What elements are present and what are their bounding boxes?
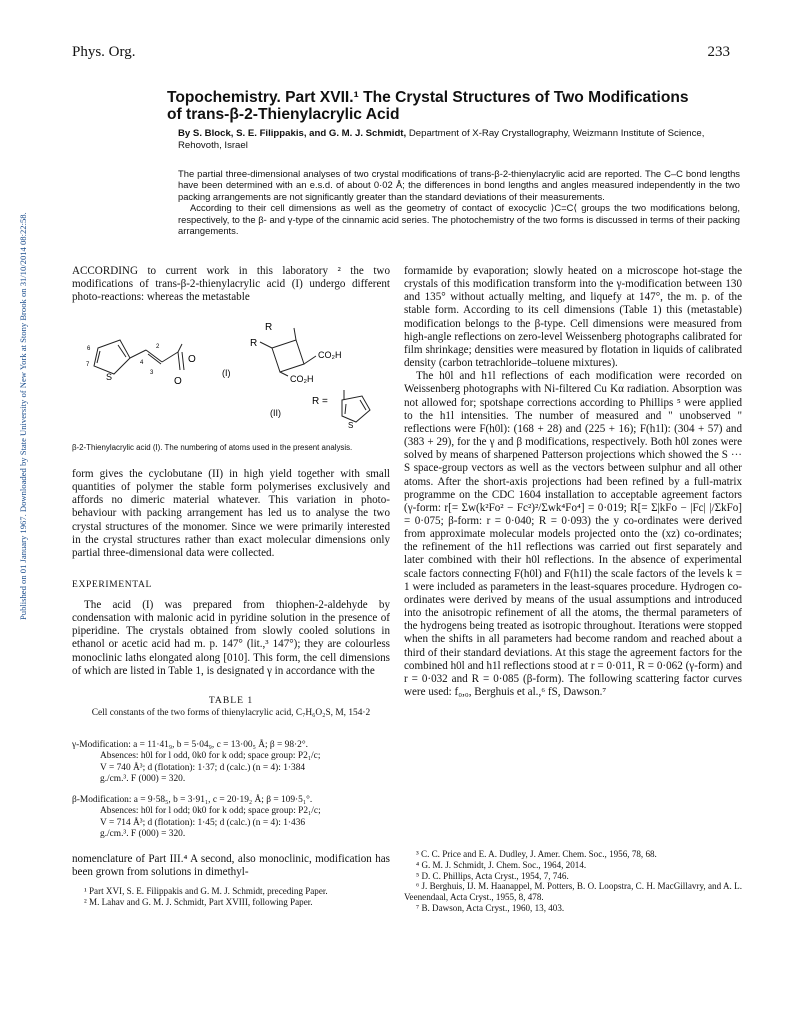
footnote-5: ⁵ D. C. Phillips, Acta Cryst., 1954, 7, 746. [416, 870, 569, 881]
svg-text:2: 2 [156, 344, 160, 350]
footnotes-left [72, 886, 390, 908]
beta-row-4: g./cm.³. F (000) = 320. [100, 829, 186, 840]
title-line-1: Topochemistry. Part XVII.¹ The Crystal Structures of Two Modifications [167, 89, 689, 106]
gamma-row-3: V = 740 Å³; d (flotation): 1·37; d (calc.) (n = 4): 1·384 [100, 762, 306, 773]
r-label-top: R [265, 322, 273, 333]
footnotes-right [404, 849, 742, 914]
table-1-title: TABLE 1 [208, 695, 254, 706]
svg-text:3: 3 [150, 370, 154, 376]
compound-label-II: (II) [270, 408, 281, 418]
journal-name: Phys. Org. [72, 44, 136, 60]
footnote-3: ³ C. C. Price and E. A. Dudley, J. Amer. Chem. Soc., 1956, 78, 68. [416, 849, 657, 859]
thienylacrylic-acid-structure [94, 340, 184, 374]
affiliation: Department of X-Ray Crystallography, Weizmann Institute of Science, Rehovoth, Israel [178, 128, 705, 151]
gamma-row-2: Absences: h0l for l odd, 0k0 for k odd; space group: P2₁/c; [100, 751, 321, 762]
table-beta-modification [72, 795, 390, 841]
right-paragraph-2: The h0l and h1l reflections of each modification were recorded on Weissenberg photographs with Ni-filtered Cu Kα radiation. Absorption was not allowed for; spotshape corrections according to Phillips ⁵ were applied to the h1l intensities. The number of measured and " unobserved " reflections were F(h0l): (168 + 28) and (225 + 16); F(h1l): (304 + 57) and (383 + 29), for the γ and β modifications, respectively. Both h0l zones were solved by means of sharpened Patterson projections which showed the S ··· S space-group vectors as well as the vectors between sulphur and all other atoms. After the short-axis projections had been refined by a full-matrix programme on the CDC 1604 installation to acceptable agreement factors (γ-form: r[= Σw(k²Fo² − Fc²)²/Σwk⁴Fo⁴] = 0·019; R[= Σ|kFo − |Fc| |/ΣkFo] = 0·075; β-form: r = 0·040; R = 0·093) the y co-ordinates were derived from approximate molecular models projected onto the (xz) co-ordinates; the refinement of the h1l reflections was carried out first separately and later combined with their h0l reflections. In the absence of experimental scale factors connecting F(h0l) and F(h1l) the scale factors of the levels k = 1 were included as parameters in the least-squares procedure. Hydrogen co-ordinates were derived by means of the usual assumptions and introduced into the anisotropic refinement of all the atoms, the thermal parameters of the hydrogens being treated as isotropic throughout. Iterations were stopped when the shifts in all parameters had become random and reached about a third of their standard deviations. At this stage the agreement factors for the combined h0l and h1l reflections stood at r = 0·011, R = 0·062 (γ-form) and r = 0·032 and R = 0·085 (β-form). The following scattering factor curves were used: f₀,₀, Berghuis et al.,⁶ fS, Dawson.⁷ [404, 370, 742, 698]
beta-row-2: Absences: h0l for l odd; 0k0 for k odd; space group: P2₁/c; [100, 806, 321, 817]
author-names: By S. Block, S. E. Filippakis, and G. M. J. Schmidt, [178, 128, 407, 139]
co2h-label-2: CO₂H [290, 374, 314, 384]
abstract [178, 168, 740, 236]
intro-text: ACCORDING to current work in this laboratory ² the two modifications of trans-β-2-thienylacrylic acid (I) undergo different photo-reactions: whereas the metastable [72, 265, 390, 304]
intro-paragraph [72, 265, 390, 304]
experimental-heading: EXPERIMENTAL [72, 579, 152, 590]
r-equals-label: R = [312, 396, 328, 407]
r-label-left: R [250, 338, 258, 349]
beta-row-1: β-Modification: a = 9·58₅, b = 3·91₁, c = 20·19₂ Å; β = 109·5₁°. [72, 795, 313, 805]
footnote-4: ⁴ G. M. J. Schmidt, J. Chem. Soc., 1964, 2014. [416, 859, 587, 870]
oxygen-label: O [188, 354, 196, 365]
table-gamma-modification [72, 740, 390, 786]
co2h-label-1: CO₂H [318, 350, 342, 360]
abstract-paragraph-2: According to their cell dimensions as well as the geometry of contact of exocyclic ⟩C=C⟨ groups the two modifications belong, respectively, to the β- and γ-type of the cinnamic acid series. The photochemistry of the two forms is discussed in terms of their packing arrangements. [178, 202, 740, 237]
chemical-structure-figure [84, 318, 384, 428]
body-paragraph-3 [72, 853, 390, 879]
figure-caption: β-2-Thienylacrylic acid (I). The numbering of atoms used in the present analysis. [72, 443, 353, 452]
table-1-caption: Cell constants of the two forms of thienylacrylic acid, C₇H₆O₂S, M, 154·2 [91, 708, 371, 718]
publication-side-note[interactable]: Published on 01 January 1967. Downloaded by State University of New York at Stony Brook on 31/10/2014 08:22:58. [18, 212, 28, 620]
sulphur-label: S [106, 372, 113, 382]
footnote-7: ⁷ B. Dawson, Acta Cryst., 1960, 13, 403. [416, 902, 565, 913]
beta-row-3: V = 714 Å³; d (flotation): 1·45; d (calc.) (n = 4): 1·436 [100, 817, 306, 828]
gamma-row-4: g./cm.³. F (000) = 320. [100, 774, 186, 785]
author-block [178, 128, 738, 152]
body-text-2: form gives the cyclobutane (II) in high yield together with small quantities of polymer the stable form polymerises exclusively and affords no dimeric material whatever. This variation in photo-behaviour with packing arrangement has led us to analyse the two crystal structures of the monomer. Since we were primarily interested in the crystal structures rather than exact molecular dimensions only partial three-dimensional data were collected. [72, 468, 390, 559]
footnote-2: ² M. Lahav and G. M. J. Schmidt, Part XVIII, following Paper. [84, 896, 313, 907]
gamma-row-1: γ-Modification: a = 11·41₉, b = 5·04₉, c = 13·00₅ Å; β = 98·2°. [72, 740, 308, 750]
experimental-text: The acid (I) was prepared from thiophen-2-aldehyde by condensation with malonic acid in pyridine solution in the presence of piperidine. The crystals obtained from slowly cooled solutions in ethanol or acetic acid had m. p. 147° (lit.,³ 147°); they are colourless monoclinic laths elongated along [010]. This form, the cell dimensions of which are listed in Table 1, is designated γ in accordance with the [72, 599, 390, 677]
thienyl-sulphur-label: S [348, 421, 354, 428]
body-text-3: nomenclature of Part III.⁴ A second, also monoclinic, modification has been grown from solutions in dimethyl- [72, 853, 390, 879]
title-line-2: of trans-β-2-Thienylacrylic Acid [167, 106, 400, 123]
right-column-body [404, 265, 742, 699]
experimental-section [72, 599, 390, 678]
footnote-6: ⁶ J. Berghuis, IJ. M. Haanappel, M. Potters, B. O. Loopstra, C. H. MacGillavry, and A. L. Veenendaal, Acta Cryst., 1955, 8, 478. [404, 881, 742, 903]
page-number: 233 [707, 44, 730, 60]
body-paragraph-2 [72, 468, 390, 560]
svg-text:6: 6 [87, 346, 91, 352]
svg-text:7: 7 [86, 362, 90, 368]
svg-text:4: 4 [140, 360, 144, 366]
abstract-paragraph-1: The partial three-dimensional analyses of two crystal modifications of trans-β-2-thienylacrylic acid are reported. The C–C bond lengths have been determined with an e.s.d. of about 0·02 Å; the differences in bond lengths and angles measured independently in the two packing arrangements are not significantly greater than the standard deviations of their measurements. [178, 168, 740, 202]
article-title [167, 89, 737, 123]
thienyl-substituent-structure [342, 390, 370, 422]
footnote-1: ¹ Part XVI, S. E. Filippakis and G. M. J. Schmidt, preceding Paper. [84, 886, 328, 896]
cyclobutane-structure [260, 328, 316, 376]
compound-label-I: (I) [222, 368, 231, 378]
right-paragraph-1: formamide by evaporation; slowly heated on a microscope hot-stage the crystals of this modification transform into the γ-modification between 130 and 135° without actually melting, and liquefy at 147°, the m. p. of the stable form. According to its cell dimensions (Table 1) this (metastable) modification belongs to the β-type. Cell dimensions were measured from high-angle reflections on zero-level Weissenberg photographs calibrated for film shrinkage; densities were measured by flotation in liquids of calibrated density (carbon tetrachloride–toluene mixtures). [404, 265, 742, 370]
oxygen-label-2: O [174, 376, 182, 387]
